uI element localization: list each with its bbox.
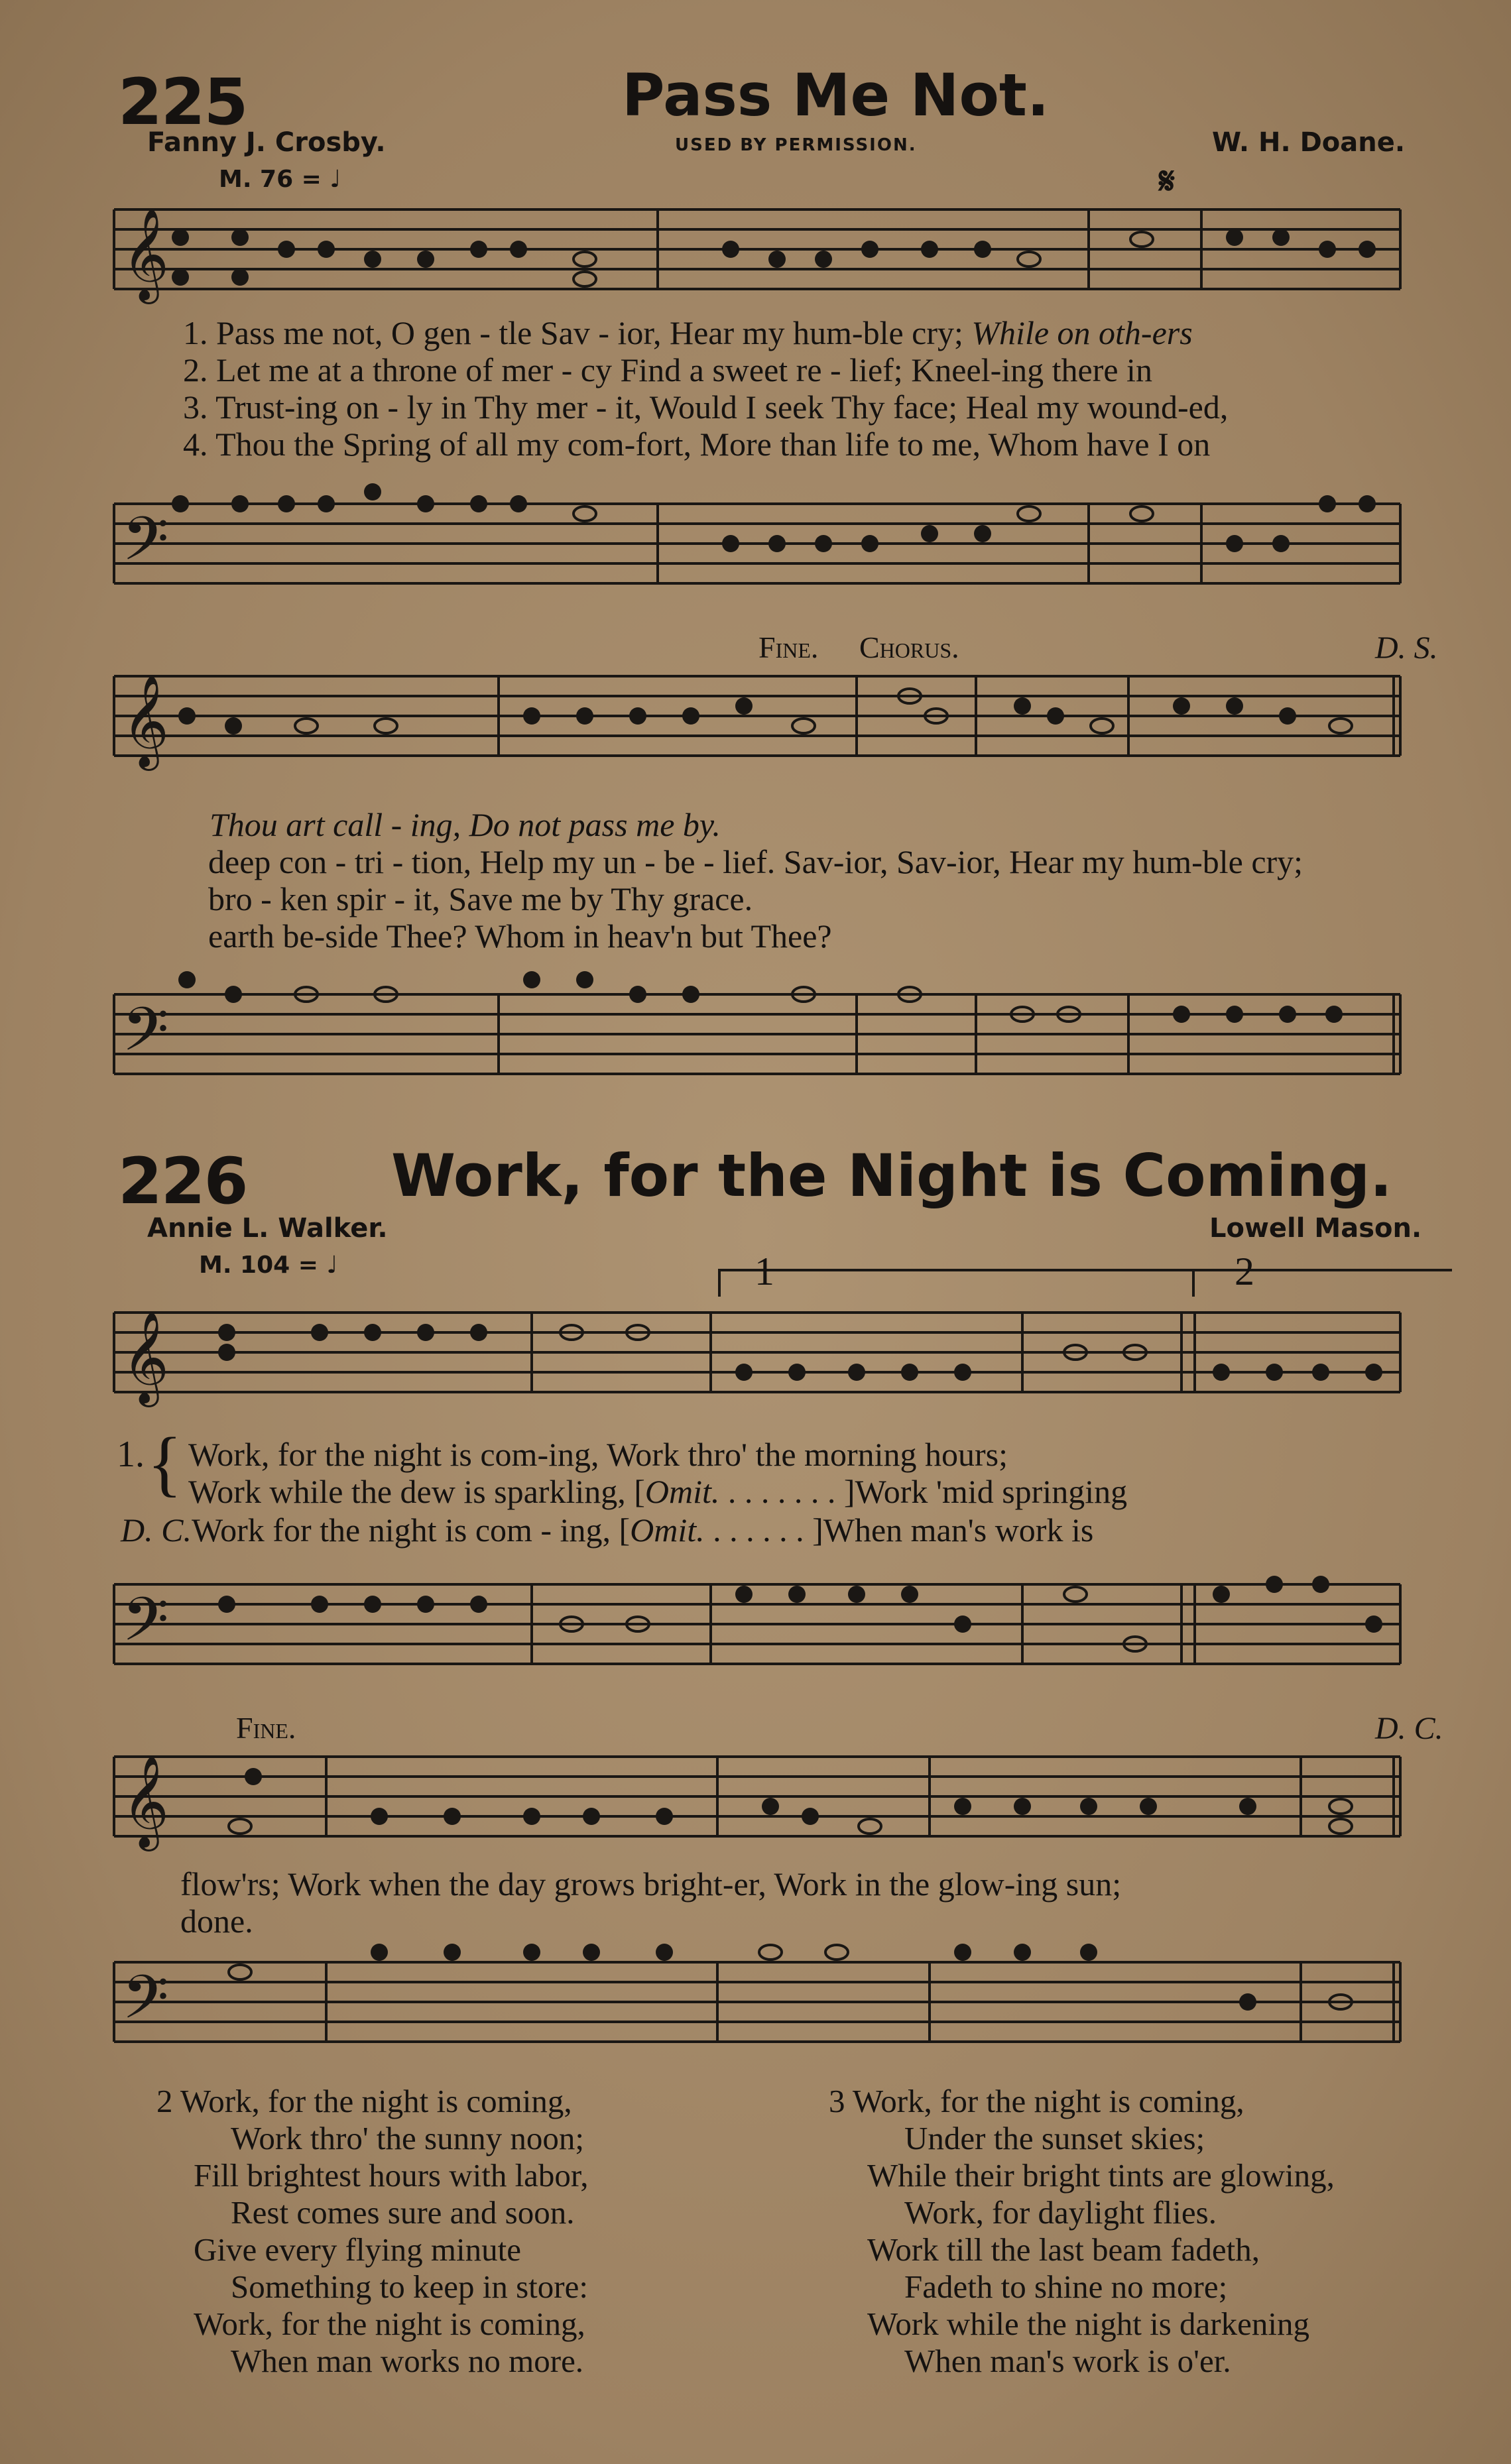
verse-3	[829, 2083, 1335, 2380]
lyric-line-4: 4. Thou the Spring of all my com-fort, More than life to me, Whom have I on	[183, 426, 1211, 463]
bass-staff-226-2	[107, 1936, 1407, 2088]
treble-staff-226-2	[107, 1743, 1407, 1869]
quarter-note-icon: ♩	[326, 1252, 338, 1279]
hymn-number: 225	[118, 65, 247, 139]
svg-text:𝄞: 𝄞	[122, 1311, 169, 1403]
hymn-composer: W. H. Doane.	[1212, 127, 1406, 158]
svg-text:𝄞: 𝄞	[122, 675, 169, 767]
verse-line: Work till the last beam fadeth,	[867, 2231, 1260, 2268]
verse-line: While their bright tints are glowing,	[867, 2157, 1335, 2194]
hymn-composer: Lowell Mason.	[1209, 1213, 1422, 1244]
hymn-author: Fanny J. Crosby.	[147, 127, 386, 158]
ds-marker: D. S.	[1375, 630, 1438, 666]
tempo-marking: M. 76 = ♩	[219, 166, 341, 193]
chorus-lyric-4: earth be-side Thee? Whom in heav'n but Thee?	[208, 917, 832, 955]
segno-icon: 𝄋	[1159, 159, 1176, 203]
verse-line: Rest comes sure and soon.	[231, 2194, 575, 2231]
verse-line: Fadeth to shine no more;	[904, 2268, 1228, 2305]
verse-line: Work, for the night is coming,	[194, 2306, 585, 2342]
verse-line: Work thro' the sunny noon;	[231, 2120, 584, 2156]
svg-text:𝄢: 𝄢	[122, 504, 169, 589]
hymn-title: Work, for the Night is Coming.	[391, 1142, 1392, 1210]
svg-text:𝄢: 𝄢	[122, 1962, 169, 2047]
bass-staff	[107, 477, 1407, 630]
verse-line: 3 Work, for the night is coming,	[829, 2083, 1244, 2119]
treble-staff-2	[107, 663, 1407, 789]
brace: {	[147, 1423, 182, 1503]
chorus-lyric-3: bro - ken spir - it, Save me by Thy grace.	[208, 880, 753, 917]
treble-staff-226	[107, 1299, 1407, 1425]
fine-marker: Fine.	[758, 630, 819, 664]
svg-text:𝄞: 𝄞	[122, 208, 169, 300]
verse-line: Something to keep in store:	[231, 2268, 588, 2305]
lyric-line-4: flow'rs; Work when the day grows bright-er, Work in the glow-ing sun;	[180, 1865, 1122, 1903]
lyric-line-1: 1. Pass me not, O gen - tle Sav - ior, Hear my hum-ble cry; While on oth-ers	[183, 314, 1193, 351]
svg-text:𝄢: 𝄢	[122, 1584, 169, 1669]
chorus-lyric-2: deep con - tri - tion, Help my un - be - lief. Sav-ior, Sav-ior, Hear my hum-ble cry;	[208, 843, 1303, 880]
lyric-line-3: D. C.Work for the night is com - ing, [Omit. . . . . . . ]When man's work is	[121, 1511, 1094, 1549]
tempo-marking: M. 104 = ♩	[199, 1252, 338, 1279]
fine-marker: Fine.	[236, 1711, 296, 1745]
lyric-line-2: 2. Let me at a throne of mer - cy Find a sweet re - lief; Kneel-ing there in	[183, 351, 1152, 388]
hymn-title: Pass Me Not.	[622, 61, 1050, 129]
lyric-line-3: 3. Trust-ing on - ly in Thy mer - it, Would I seek Thy face; Heal my wound-ed,	[183, 388, 1229, 426]
verse-line: When man works no more.	[231, 2343, 584, 2379]
lyric-line-2: Work while the dew is sparkling, [Omit. . . . . . . . ]Work 'mid springing	[188, 1473, 1128, 1510]
verse-line: Give every flying minute	[194, 2231, 521, 2268]
hymn-number: 226	[118, 1144, 247, 1218]
verse-line: 2 Work, for the night is coming,	[156, 2083, 572, 2119]
verse-line: Work while the night is darkening	[867, 2306, 1309, 2342]
svg-text:𝄢: 𝄢	[122, 994, 169, 1079]
verse-line: Work, for daylight flies.	[904, 2194, 1217, 2231]
svg-text:𝄞: 𝄞	[122, 1755, 169, 1848]
verse-2	[156, 2083, 589, 2380]
first-ending-label: 1	[755, 1250, 774, 1293]
quarter-note-icon: ♩	[330, 166, 341, 193]
permission-note: USED BY PERMISSION.	[675, 135, 917, 155]
hymn-author: Annie L. Walker.	[147, 1213, 388, 1244]
lyric-line-5: done.	[180, 1903, 253, 1940]
verse-line: Fill brightest hours with labor,	[194, 2157, 589, 2194]
chorus-lyric-1: Thou art call - ing, Do not pass me by.	[210, 806, 721, 843]
treble-staff	[107, 196, 1407, 322]
verse-line: Under the sunset skies;	[904, 2120, 1205, 2156]
dc-marker: D. C.	[1375, 1711, 1443, 1746]
bass-staff-226	[107, 1558, 1407, 1710]
verse-number: 1.	[117, 1434, 145, 1475]
bass-staff-2	[107, 961, 1407, 1127]
lyric-line-1: Work, for the night is com-ing, Work thro' the morning hours;	[188, 1436, 1008, 1473]
verse-line: When man's work is o'er.	[904, 2343, 1231, 2379]
chorus-marker: Chorus.	[859, 630, 959, 664]
second-ending-label: 2	[1235, 1250, 1254, 1293]
